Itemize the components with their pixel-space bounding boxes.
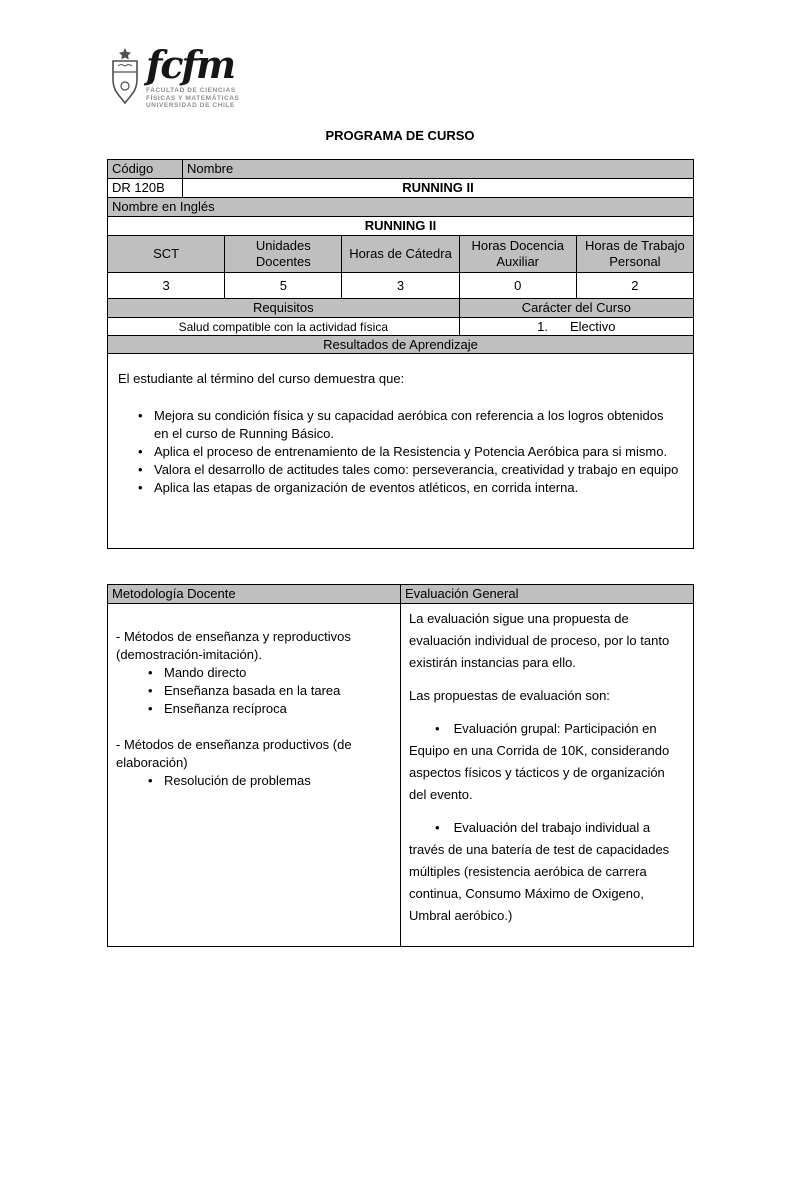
hours-value-sct: 3 bbox=[108, 273, 225, 299]
bullet-text: Evaluación del trabajo individual a través de una batería de test de capacidades múltiples (resistencia aeróbica de carrera continua, Consumo Máximo de Oxigeno, Umbral aeróbico.) bbox=[409, 820, 670, 923]
nombre-value: RUNNING II bbox=[183, 179, 694, 198]
bullet-icon: • bbox=[138, 480, 143, 495]
bullet-text: Valora el desarrollo de actitudes tales como: perseverancia, creatividad y trabajo en equipo bbox=[154, 462, 679, 477]
bullet-icon: • bbox=[148, 683, 153, 698]
bullet-item bbox=[118, 443, 685, 461]
bullet-text: Mando directo bbox=[164, 665, 247, 680]
caracter-value bbox=[464, 319, 689, 335]
bullet-text: Evaluación grupal: Participación en Equipo en una Corrida de 10K, considerando aspectos físicos y tácticos y de organización del evento. bbox=[409, 721, 670, 802]
bullet-item bbox=[118, 461, 685, 479]
metodologia-para-2: - Métodos de enseñanza productivos (de elaboración) bbox=[116, 737, 352, 770]
resultados-header: Resultados de Aprendizaje bbox=[108, 336, 694, 354]
nombre-ingles-label: Nombre en Inglés bbox=[108, 198, 694, 217]
document-page bbox=[0, 42, 800, 1178]
requisitos-value: Salud compatible con la actividad física bbox=[108, 318, 460, 336]
logo-sublines bbox=[146, 87, 240, 110]
hours-value-auxiliar: 0 bbox=[460, 273, 577, 299]
hours-value-personal: 2 bbox=[577, 273, 694, 299]
page-title: PROGRAMA DE CURSO bbox=[325, 128, 475, 143]
hours-header-catedra: Horas de Cátedra bbox=[342, 236, 459, 273]
bullet-text: Mejora su condición física y su capacidad aeróbica con referencia a los logros obtenidos en el curso de Running Básico. bbox=[154, 408, 664, 441]
caracter-value-cell bbox=[460, 318, 694, 336]
table-row bbox=[108, 299, 694, 318]
nombre-label: Nombre bbox=[183, 160, 694, 179]
evaluacion-header: Evaluación General bbox=[401, 585, 694, 604]
hours-header-personal: Horas de Trabajo Personal bbox=[577, 236, 694, 273]
course-info-table bbox=[107, 159, 694, 549]
bullet-text: Aplica el proceso de entrenamiento de la Resistencia y Potencia Aeróbica para si mismo. bbox=[154, 444, 668, 459]
metodologia-content bbox=[108, 604, 401, 947]
bullet-item bbox=[116, 700, 392, 718]
caracter-number: 1. bbox=[537, 318, 548, 334]
codigo-value: DR 120B bbox=[108, 179, 183, 198]
metodologia-para-1: - Métodos de enseñanza y reproductivos (demostración-imitación). bbox=[116, 629, 351, 662]
logo-subline-2: FÍSICAS Y MATEMÁTICAS bbox=[146, 94, 240, 102]
logo-subline-3: UNIVERSIDAD DE CHILE bbox=[146, 102, 235, 109]
table-body-row bbox=[108, 604, 694, 947]
hours-header-unidades: Unidades Docentes bbox=[225, 236, 342, 273]
resultados-content bbox=[108, 354, 694, 549]
nombre-ingles-value: RUNNING II bbox=[108, 217, 694, 236]
bullet-item bbox=[118, 479, 685, 497]
hours-value-catedra: 3 bbox=[342, 273, 459, 299]
bullet-icon: • bbox=[148, 701, 153, 716]
hours-header-sct: SCT bbox=[108, 236, 225, 273]
bullet-item bbox=[116, 682, 392, 700]
evaluacion-para-1: La evaluación sigue una propuesta de evaluación individual de proceso, por lo tanto existirán instancias para ello. bbox=[409, 611, 670, 670]
table-header-row bbox=[108, 585, 694, 604]
bullet-item bbox=[409, 718, 685, 806]
bullet-icon: • bbox=[138, 444, 143, 459]
bullet-text: Enseñanza basada en la tarea bbox=[164, 683, 341, 698]
requisitos-label: Requisitos bbox=[108, 299, 460, 318]
table-row bbox=[108, 198, 694, 217]
bullet-item bbox=[118, 407, 685, 443]
bullet-text: Aplica las etapas de organización de eventos atléticos, en corrida interna. bbox=[154, 480, 579, 495]
resultados-intro: El estudiante al término del curso demuestra que: bbox=[118, 371, 405, 386]
bullet-icon: • bbox=[435, 820, 440, 835]
bullet-item bbox=[409, 817, 685, 927]
bullet-text: Enseñanza recíproca bbox=[164, 701, 287, 716]
bullet-icon: • bbox=[435, 721, 440, 736]
bullet-item bbox=[116, 664, 392, 682]
bullet-icon: • bbox=[148, 773, 153, 788]
hours-header-row bbox=[108, 236, 694, 273]
logo-subline-1: FACULTAD DE CIENCIAS bbox=[146, 87, 236, 94]
bullet-icon: • bbox=[138, 462, 143, 477]
bullet-icon: • bbox=[148, 665, 153, 680]
hours-value-unidades: 5 bbox=[225, 273, 342, 299]
resultados-content-row bbox=[108, 354, 694, 549]
bullet-item bbox=[116, 772, 392, 790]
table-row bbox=[108, 318, 694, 336]
table-row bbox=[108, 179, 694, 198]
bullet-icon: • bbox=[138, 408, 143, 423]
evaluacion-content bbox=[401, 604, 694, 947]
table-row bbox=[108, 336, 694, 354]
codigo-label: Código bbox=[108, 160, 183, 179]
fcfm-wordmark: fcfm bbox=[146, 42, 235, 87]
hours-header-auxiliar: Horas Docencia Auxiliar bbox=[460, 236, 577, 273]
bullet-text: Resolución de problemas bbox=[164, 773, 311, 788]
document-content bbox=[107, 159, 694, 947]
caracter-label: Carácter del Curso bbox=[460, 299, 694, 318]
evaluacion-para-2: Las propuestas de evaluación son: bbox=[409, 688, 610, 703]
hours-values-row bbox=[108, 273, 694, 299]
university-crest-icon bbox=[110, 48, 140, 106]
university-logo bbox=[110, 42, 800, 110]
metodologia-header: Metodología Docente bbox=[108, 585, 401, 604]
caracter-text: Electivo bbox=[569, 318, 616, 334]
table-row bbox=[108, 217, 694, 236]
methodology-evaluation-table bbox=[107, 584, 694, 947]
logo-text-block bbox=[146, 42, 240, 110]
table-row bbox=[108, 160, 694, 179]
